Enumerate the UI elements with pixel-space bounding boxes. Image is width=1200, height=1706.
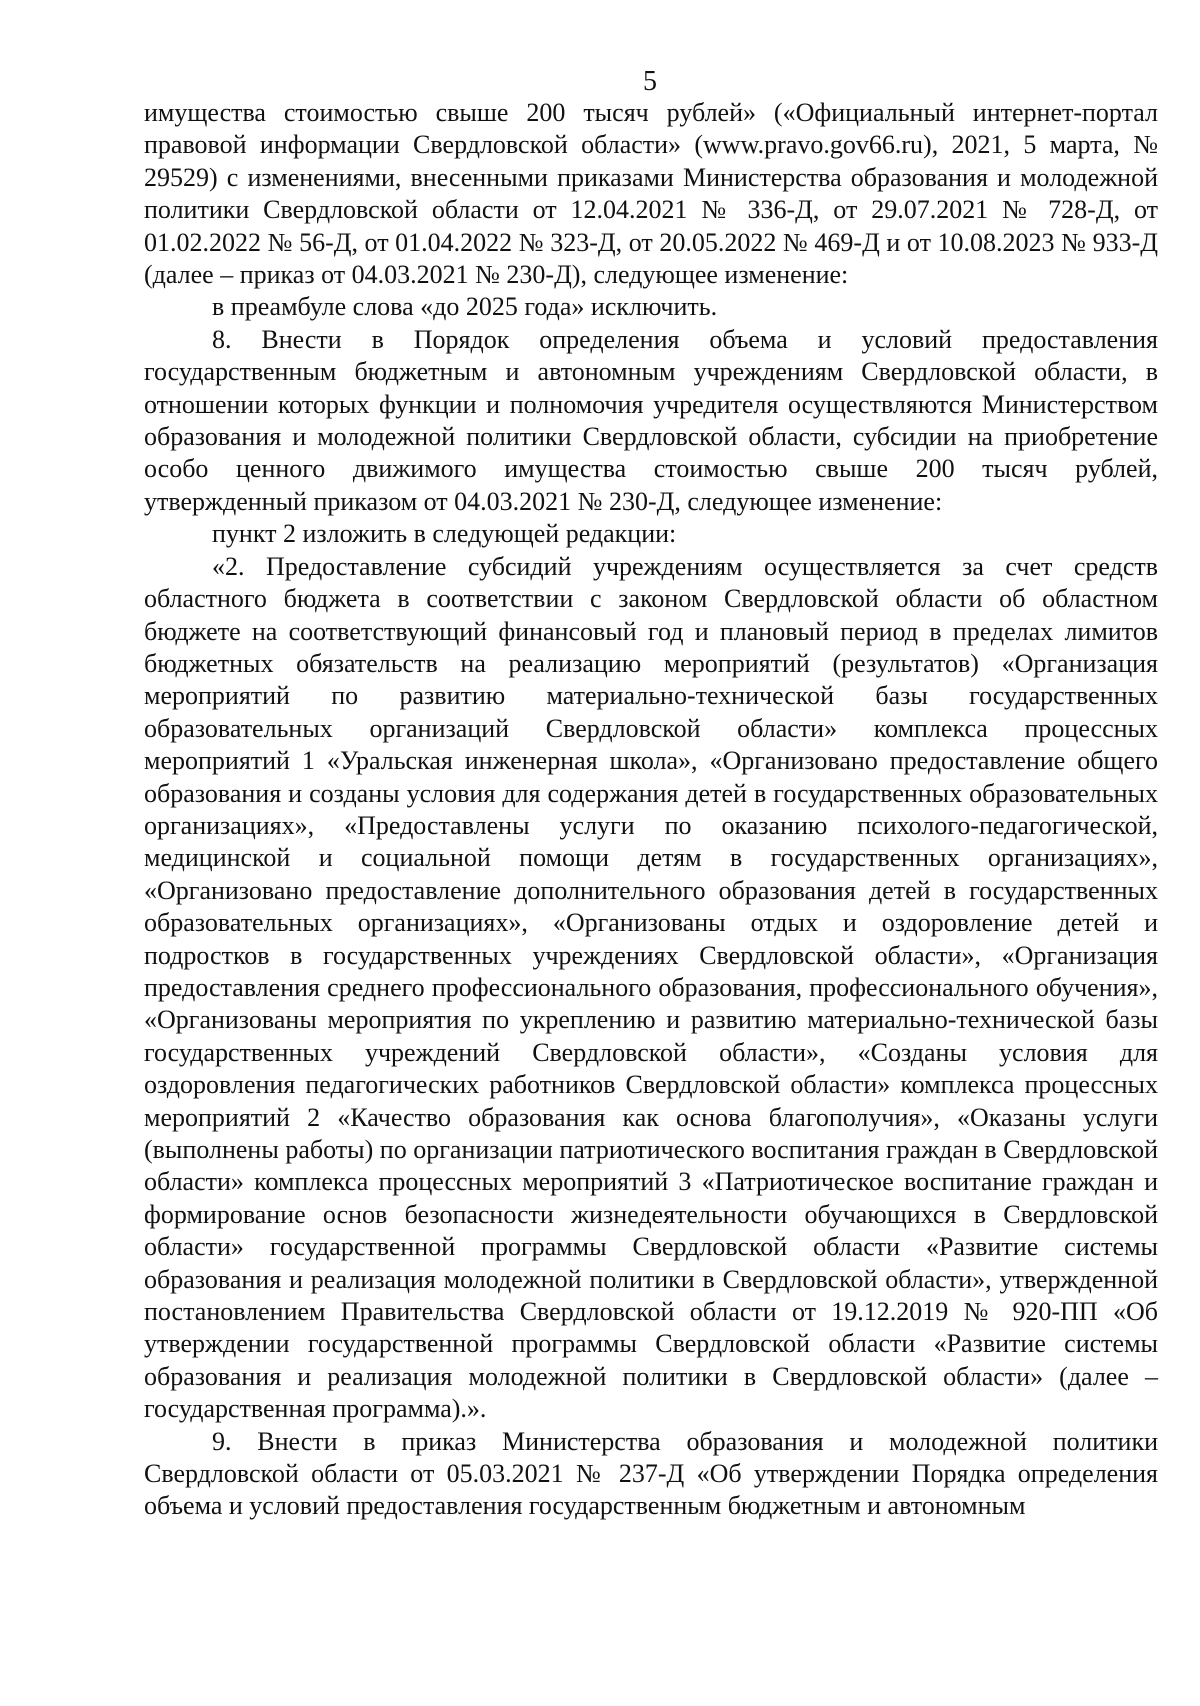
document-body: [144, 97, 1158, 1523]
paragraph-preamble-change: в преамбуле слова «до 2025 года» исключить.: [212, 292, 718, 322]
page-number: 5: [643, 66, 657, 97]
paragraph-item-8: 8. Внести в Порядок определения объема и условий предоставления государственным бюджетным и автономным учреждениям Свердловской области, в отношении которых функции и полномочия учредителя осуществляются Министерством образования и молодежной политики Свердловской области, субсидии на приобретение особо ценного движимого имущества стоимостью свыше 200 тысяч рублей, утвержденный приказом от 04.03.2021 № 230-Д, следующее изменение:: [144, 324, 1158, 516]
paragraph-item-2-new-text: «2. Предоставление субсидий учреждениям осуществляется за счет средств областного бюджета в соответствии с законом Свердловской области об областном бюджете на соответствующий финансовый год и плановый период в пределах лимитов бюджетных обязательств на реализацию мероприятий (результатов) «Организация мероприятий по развитию материально-технической базы государственных образовательных организаций Свердловской области» комплекса процессных мероприятий 1 «Уральская инженерная школа», «Организовано предоставление общего образования и созданы условия для содержания детей в государственных образовательных организациях», «Предоставлены услуги по оказанию психолого-педагогической, медицинской и социальной помощи детям в государственных организациях», «Организовано предоставление дополнительного образования детей в государственных образовательных организациях», «Организованы отдых и оздоровление детей и подростков в государственных учреждениях Свердловской области», «Организация предоставления среднего профессионального образования, профессионального обучения», «Организованы мероприятия по укреплению и развитию материально-технической базы государственных учреждений Свердловской области», «Созданы условия для оздоровления педагогических работников Свердловской области» комплекса процессных мероприятий 2 «Качество образования как основа благополучия», «Оказаны услуги (выполнены работы) по организации патриотического воспитания граждан в Свердловской области» комплекса процессных мероприятий 3 «Патриотическое воспитание граждан и формирование основ безопасности жизнедеятельности обучающихся в Свердловской области» государственной программы Свердловской области «Развитие системы образования и реализация молодежной политики в Свердловской области», утвержденной постановлением Правительства Свердловской области от 19.12.2019 № 920-ПП «Об утверждении государственной программы Свердловской области «Развитие системы образования и реализация молодежной политики в Свердловской области» (далее – государственная программа).».: [144, 551, 1158, 1424]
paragraph-continuation: имущества стоимостью свыше 200 тысяч рублей» («Официальный интернет-портал правовой информации Свердловской области» (www.pravo.gov66.ru), 2021, 5 марта, № 29529) с изменениями, внесенными приказами Министерства образования и молодежной политики Свердловской области от 12.04.2021 № 336-Д, от 29.07.2021 № 728-Д, от 01.02.2022 № 56-Д, от 01.04.2022 № 323-Д, от 20.05.2022 № 469-Д и от 10.08.2023 № 933-Д (далее – приказ от 04.03.2021 № 230-Д), следующее изменение:: [144, 98, 1158, 290]
paragraph-item-9: 9. Внести в приказ Министерства образования и молодежной политики Свердловской области от 05.03.2021 № 237-Д «Об утверждении Порядка определения объема и условий предоставления государственным бюджетным и автономным: [144, 1426, 1158, 1521]
paragraph-item-8-instruction: пункт 2 изложить в следующей редакции:: [212, 519, 677, 549]
